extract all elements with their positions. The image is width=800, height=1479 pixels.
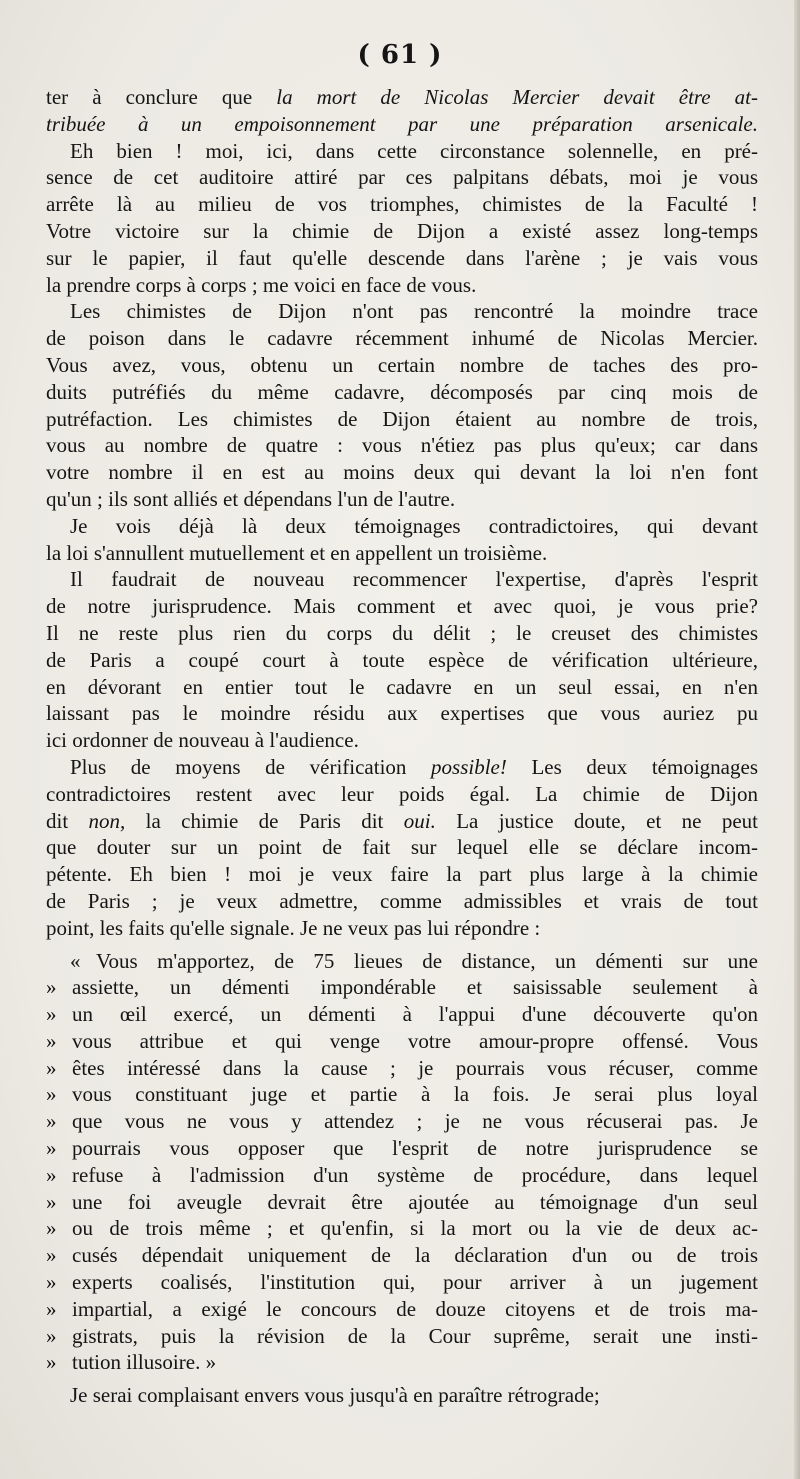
quote-text: assiette, un démenti impondérable et saisissable seulement à [72,975,758,1000]
text-line [46,620,758,647]
text-line [46,513,758,540]
text-line [46,245,758,272]
text-line [46,888,758,915]
text-line [46,727,758,754]
text-line [46,700,758,727]
text-line [46,674,758,701]
quote-mark: » [46,1162,57,1187]
line-text: dit [46,808,89,833]
text-line [46,298,758,325]
quote-text: tution illusoire. » [72,1350,217,1375]
quote-line [46,1323,758,1350]
line-text: votre nombre il en est au moins deux qui devant la loi n'en font [46,460,758,485]
line-text: de Paris a coupé court à toute espèce de vérification ultérieure, [46,647,758,672]
body-text [46,84,758,1409]
quote-mark: » [46,1350,57,1375]
quote-mark: » [46,1323,57,1348]
quote-text: êtes intéressé dans la cause ; je pourrais vous récuser, comme [72,1055,758,1080]
line-text: la loi s'annullent mutuellement et en appellent un troisième. [46,540,548,565]
line-text: de poison dans le cadavre récemment inhumé de Nicolas Mercier. [46,326,758,351]
quote-text: que vous ne vous y attendez ; je ne vous récuserai pas. Je [72,1109,758,1134]
line-text: Les deux témoignages [506,754,758,779]
page-number: ( 61 ) [357,40,443,70]
text-line [46,379,758,406]
quote-mark: » [46,1243,57,1268]
text-line [46,754,758,781]
quote-mark: » [46,1216,57,1241]
quote-mark: » [46,1082,57,1107]
text-line [46,191,758,218]
quote-text: experts coalisés, l'institution qui, pour arriver à un jugement [72,1270,758,1295]
text-line [46,834,758,861]
quote-text: vous constituant juge et partie à la fois. Je serai plus loyal [72,1082,758,1107]
line-text: pétente. Eh bien ! moi je veux faire la part plus large à la chimie [46,862,758,887]
text-line [46,164,758,191]
quote-text: refuse à l'admission d'un système de procédure, dans lequel [72,1162,758,1187]
line-text: la prendre corps à corps ; me voici en face de vous. [46,272,477,297]
text-line [46,808,758,835]
quote-line [46,1028,758,1055]
text-line [46,593,758,620]
quote-line [46,974,758,1001]
quote-mark: » [46,1270,57,1295]
line-text: ici ordonner de nouveau à l'audience. [46,728,359,753]
text-line [46,647,758,674]
quote-line [46,1242,758,1269]
line-text: de notre jurisprudence. Mais comment et avec quoi, je vous prie? [46,594,758,619]
text-line [46,218,758,245]
quote-line [46,1081,758,1108]
italic-text: possible! [431,754,507,779]
line-text: contradictoires restent avec leur poids égal. La chimie de Dijon [46,781,758,806]
quotation-block [46,948,758,1377]
quote-text: cusés dépendait uniquement de la déclaration d'un ou de trois [72,1243,758,1268]
quote-line [46,1162,758,1189]
text-line [46,84,758,111]
line-text: point, les faits qu'elle signale. Je ne veux pas lui répondre : [46,915,541,940]
line-text: Vous avez, vous, obtenu un certain nombre de taches des pro- [46,352,758,377]
quote-line [46,1189,758,1216]
text-line [46,432,758,459]
quote-mark: » [46,1055,57,1080]
quote-text: gistrats, puis la révision de la Cour suprême, serait une insti- [72,1323,758,1348]
quote-text: Vous m'apportez, de 75 lieues de distance, un démenti sur une [96,948,758,973]
text-line [46,540,758,567]
line-text: Votre victoire sur la chimie de Dijon a existé assez long-temps [46,218,758,243]
line-text: Je vois déjà là deux témoignages contradictoires, qui devant [70,513,758,538]
quote-line [46,1349,758,1376]
quote-line [46,1135,758,1162]
line-text: en dévorant en entier tout le cadavre en un seul essai, en n'en [46,674,758,699]
quote-mark: « [70,948,81,973]
text-line [46,781,758,808]
line-text: Les chimistes de Dijon n'ont pas rencontré la moindre trace [70,299,758,324]
quote-mark: » [46,1028,57,1053]
text-line [46,861,758,888]
line-text: ter à conclure que [46,85,277,109]
quote-mark: » [46,1189,57,1214]
quote-mark: » [46,1296,57,1321]
quote-line [46,1296,758,1323]
text-line [46,566,758,593]
paragraph-lines [46,84,758,942]
quote-mark: » [46,1109,57,1134]
text-line [46,111,758,138]
line-text: vous au nombre de quatre : vous n'étiez pas plus qu'eux; car dans [46,433,758,458]
quote-mark: » [46,1136,57,1161]
quote-text: vous attribue et qui venge votre amour-propre offensé. Vous [72,1028,758,1053]
quote-line [46,1215,758,1242]
quote-text: une foi aveugle devrait être ajoutée au témoignage d'un seul [72,1189,758,1214]
italic-text: tribuée à un empoisonnement par une préparation arsenicale. [46,111,758,136]
italic-text: oui. [403,808,436,833]
line-text: arrête là au milieu de vos triomphes, chimistes de la Faculté ! [46,192,758,217]
line-text: sence de cet auditoire attiré par ces palpitans débats, moi je vous [46,165,758,190]
text-line [46,486,758,513]
line-text: sur le papier, il faut qu'elle descende dans l'arène ; je vais vous [46,245,758,270]
quote-line [46,1001,758,1028]
italic-text: non, [88,808,126,833]
line-text: de Paris ; je veux admettre, comme admissibles et vrais de tout [46,888,758,913]
line-text: qu'un ; ils sont alliés et dépendans l'un de l'autre. [46,486,456,511]
text-line [46,915,758,942]
text-line [46,138,758,165]
line-text: Eh bien ! moi, ici, dans cette circonstance solennelle, en pré- [70,138,758,163]
line-text: que douter sur un point de fait sur lequel elle se déclare incom- [46,835,758,860]
text-line [46,325,758,352]
final-line: Je serai complaisant envers vous jusqu'à en paraître rétrograde; [70,1383,600,1408]
quote-line [46,1108,758,1135]
quote-text: ou de trois même ; et qu'enfin, si la mort ou la vie de deux ac- [72,1216,758,1241]
line-text: laissant pas le moindre résidu aux expertises que vous auriez pu [46,701,758,726]
quote-mark: » [46,975,57,1000]
text-line [46,272,758,299]
line-text: la chimie de Paris dit [125,808,404,833]
quote-line [46,1055,758,1082]
italic-text: la mort de Nicolas Mercier devait être at- [276,85,758,109]
line-text: Il ne reste plus rien du corps du délit ; le creuset des chimistes [46,620,758,645]
quote-line [46,1269,758,1296]
line-text: putréfaction. Les chimistes de Dijon étaient au nombre de trois, [46,406,758,431]
quote-text: impartial, a exigé le concours de douze citoyens et de trois ma- [72,1296,758,1321]
line-text: Il faudrait de nouveau recommencer l'expertise, d'après l'esprit [70,567,758,592]
text-line [46,459,758,486]
line-text: Plus de moyens de vérification [70,754,432,779]
text-line [46,352,758,379]
quote-text: un œil exercé, un démenti à l'appui d'une découverte qu'on [72,1002,758,1027]
page-edge [794,0,800,1479]
text-line [46,406,758,433]
quote-mark: » [46,1002,57,1027]
quote-line [46,948,758,975]
line-text: duits putréfiés du même cadavre, décomposés par cinq mois de [46,379,758,404]
quote-text: pourrais vous opposer que l'esprit de notre jurisprudence se [72,1136,758,1161]
line-text: La justice doute, et ne peut [435,808,758,833]
